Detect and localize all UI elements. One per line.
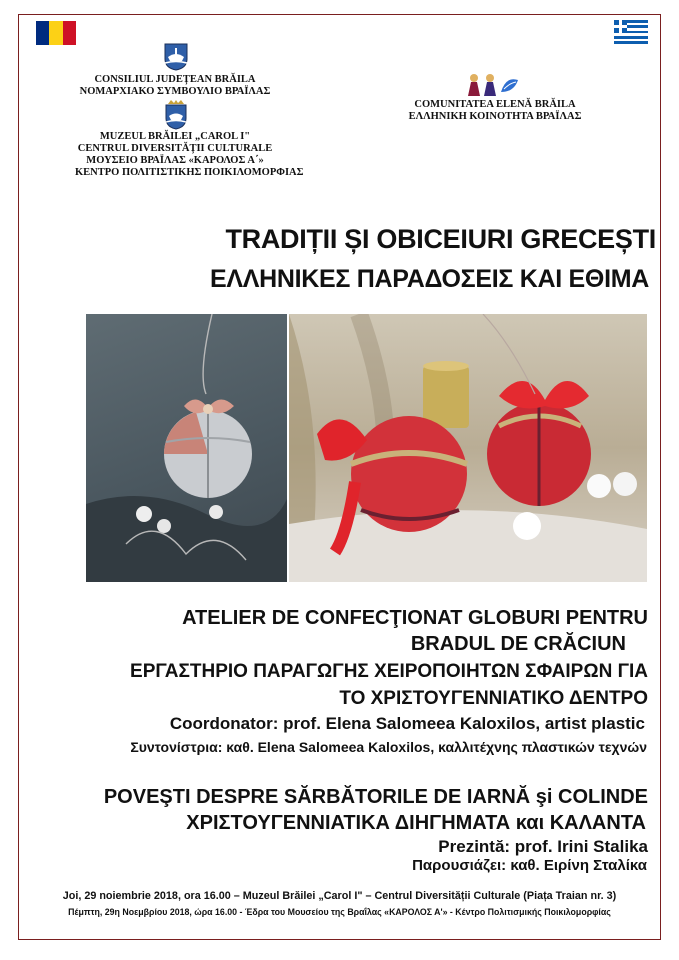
workshop-title-gr-line1: ΕΡΓΑΣΤΗΡΙΟ ΠΑΡΑΓΩΓΗΣ ΧΕΙΡΟΠΟΙΗΤΩΝ ΣΦΑΙΡΩΝ ΓΙΑ — [130, 661, 648, 682]
org-line-county-gr: ΝΟΜΑΡΧΙΑΚΟ ΣΥΜΒΟΥΛΙΟ ΒΡΑΪΛΑΣ — [79, 86, 271, 97]
org-line-community-gr: ΕΛΛΗΝΙΚΗ ΚΟΙΝΟΤΗΤΑ ΒΡΑΪΛΑΣ — [408, 111, 582, 122]
workshop-title-ro-line1: ATELIER DE CONFECŢIONAT GLOBURI PENTRU — [182, 607, 648, 629]
photo-silver-ornament — [86, 314, 287, 582]
org-line-center-ro: CENTRUL DIVERSITĂȚII CULTURALE — [77, 143, 273, 154]
presenter-gr: Παρουσιάζει: καθ. Ειρίνη Σταλίκα — [412, 857, 647, 874]
org-line-center-gr: ΚΕΝΤΡΟ ΠΟΛΙΤΙΣΤΙΚΗΣ ΠΟΙΚΙΛΟΜΟΡΦΙΑΣ — [75, 167, 304, 178]
romania-flag-icon — [36, 21, 76, 45]
event-details-ro: Joi, 29 noiembrie 2018, ora 16.00 – Muzeul Brăilei „Carol I" – Centrul Diversității Culturale (Piața Traian nr. 3) — [62, 890, 617, 902]
greece-flag-icon — [614, 20, 648, 44]
org-line-museum-gr: ΜΟΥΣΕΙΟ ΒΡΑΪΛΑΣ «ΚΑΡΟΛΟΣ Α΄» — [86, 155, 264, 166]
org-line-county-ro: CONSILIUL JUDEȚEAN BRĂILA — [94, 74, 256, 85]
stories-title-gr: ΧΡΙΣΤΟΥΓΕΝΝΙΑΤΙΚΑ ΔΙΗΓΗΜΑΤΑ και ΚΑΛΑΝΤΑ — [186, 812, 646, 834]
greek-community-logo-icon — [464, 72, 520, 98]
title-ro: TRADIȚII ȘI OBICEIURI GRECEȘTI — [225, 224, 656, 254]
county-crest-icon — [164, 43, 188, 71]
coordinator-ro: Coordonator: prof. Elena Salomeea Kaloxilos, artist plastic — [169, 714, 645, 733]
presenter-ro: Prezintă: prof. Irini Stalika — [438, 837, 648, 856]
org-line-community-ro: COMUNITATEA ELENĂ BRĂILA — [414, 99, 576, 110]
workshop-title-ro-line2: BRADUL DE CRĂCIUN — [410, 633, 626, 655]
org-line-museum-ro: MUZEUL BRĂILEI „CAROL I" — [99, 131, 251, 142]
stories-title-ro: POVEŞTI DESPRE SĂRBĂTORILE DE IARNĂ şi COLINDE — [103, 786, 648, 808]
event-details-gr: Πέμπτη, 29η Νοεμβρίου 2018, ώρα 16.00 - Έδρα του Μουσείου της Βραΐλας «ΚΑΡΟΛΟΣ Α'» - Κέντρο Πολιτισμικής Ποικιλομορφίας — [68, 907, 611, 917]
workshop-title-gr-line2: ΤΟ ΧΡΙΣΤΟΥΓΕΝΝΙΑΤΙΚΟ ΔΕΝΤΡΟ — [339, 688, 648, 709]
museum-crest-icon — [165, 100, 187, 130]
title-gr: ΕΛΛΗΝΙΚΕΣ ΠΑΡΑΔΟΣΕΙΣ ΚΑΙ ΕΘΙΜΑ — [210, 265, 649, 293]
photo-red-ornaments — [289, 314, 647, 582]
coordinator-gr: Συντονίστρια: καθ. Elena Salomeea Kaloxilos, καλλιτέχνης πλαστικών τεχνών — [130, 739, 647, 755]
